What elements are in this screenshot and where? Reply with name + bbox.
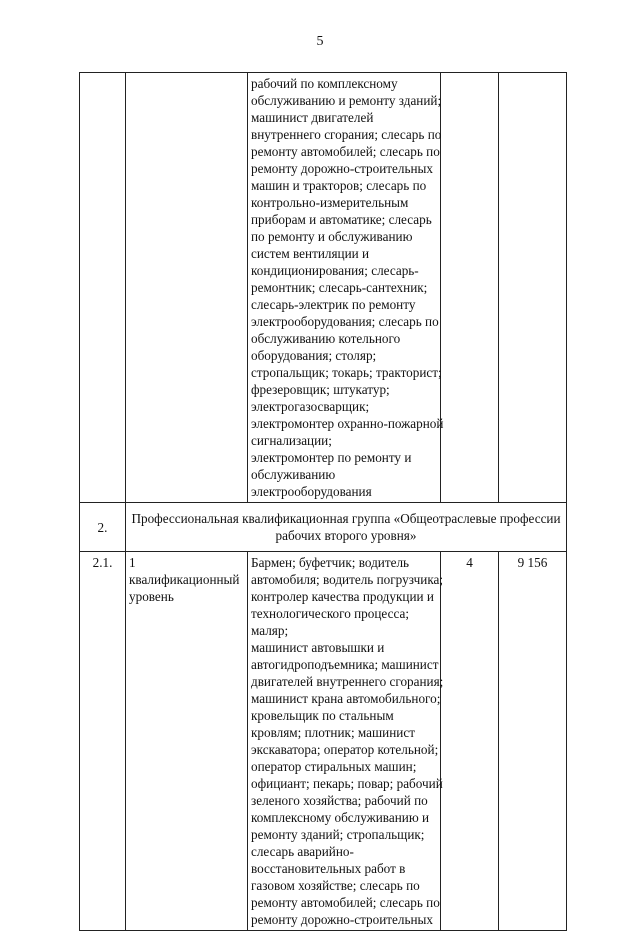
profession-line: ремонтник; слесарь-сантехник; <box>251 280 428 295</box>
number-cell <box>80 73 126 503</box>
profession-line: оборудования; столяр; <box>251 348 377 363</box>
level-name: 1 квалификационный уровень <box>126 552 248 931</box>
profession-line: рабочий по комплексному <box>251 76 398 91</box>
profession-line: зеленого хозяйства; рабочий по <box>251 793 428 808</box>
level-cell <box>126 73 248 503</box>
profession-line: электрооборудования; слесарь по <box>251 314 439 329</box>
professions-cell <box>248 73 444 503</box>
profession-line: автогидроподъемника; машинист <box>251 657 439 672</box>
profession-line: фрезеровщик; штукатур; <box>251 382 390 397</box>
grade-value: 4 <box>441 552 499 931</box>
profession-line: машинист автовышки и <box>251 640 385 655</box>
profession-line: официант; пекарь; повар; рабочий <box>251 776 443 791</box>
professions-list <box>251 75 444 500</box>
profession-line: ремонту автомобилей; слесарь по <box>251 895 440 910</box>
profession-line: слесарь-электрик по ремонту <box>251 297 416 312</box>
salary-cell <box>499 73 567 503</box>
profession-line: комплексному обслуживанию и <box>251 810 430 825</box>
profession-line: электромонтер по ремонту и <box>251 450 412 465</box>
profession-line: Бармен; буфетчик; водитель <box>251 555 410 570</box>
profession-line: кровельщик по стальным <box>251 708 394 723</box>
grade-cell <box>441 73 499 503</box>
professions-cell <box>248 552 444 931</box>
profession-line: слесарь аварийно- <box>251 844 354 859</box>
professions-list <box>251 554 444 928</box>
profession-line: кондиционирования; слесарь- <box>251 263 419 278</box>
profession-line: восстановительных работ в <box>251 861 406 876</box>
profession-line: машинист крана автомобильного; <box>251 691 441 706</box>
profession-line: электрооборудования <box>251 484 372 499</box>
profession-line: ремонту зданий; стропальщик; <box>251 827 425 842</box>
profession-line: по ремонту и обслуживанию <box>251 229 413 244</box>
profession-line: обслуживанию <box>251 467 336 482</box>
profession-line: машин и тракторов; слесарь по <box>251 178 427 193</box>
profession-line: ремонту дорожно-строительных <box>251 912 433 927</box>
profession-line: обслуживанию котельного <box>251 331 401 346</box>
qualification-table <box>79 72 567 931</box>
profession-line: сигнализации; <box>251 433 332 448</box>
profession-line: контролер качества продукции и <box>251 589 434 604</box>
profession-line: обслуживанию и ремонту зданий; <box>251 93 442 108</box>
profession-line: ремонту автомобилей; слесарь по <box>251 144 440 159</box>
profession-line: газовом хозяйстве; слесарь по <box>251 878 420 893</box>
profession-line: стропальщик; токарь; тракторист; <box>251 365 442 380</box>
profession-line: электрогазосварщик; <box>251 399 370 414</box>
salary-value: 9 156 <box>499 552 567 931</box>
table-row <box>80 503 567 552</box>
group-number: 2. <box>80 503 126 552</box>
profession-line: машинист двигателей <box>251 110 374 125</box>
profession-line: оператор стиральных машин; <box>251 759 417 774</box>
profession-line: двигателей внутреннего сгорания; <box>251 674 444 689</box>
profession-line: приборам и автоматике; слесарь <box>251 212 432 227</box>
level-number: 2.1. <box>80 552 126 931</box>
profession-line: экскаватора; оператор котельной; <box>251 742 439 757</box>
table-row <box>80 73 567 503</box>
profession-line: кровлям; плотник; машинист <box>251 725 415 740</box>
profession-line: внутреннего сгорания; слесарь по <box>251 127 442 142</box>
page-number: 5 <box>316 34 324 49</box>
profession-line: автомобиля; водитель погрузчика; <box>251 572 444 587</box>
profession-line: ремонту дорожно-строительных <box>251 161 433 176</box>
profession-line: технологического процесса; <box>251 606 409 621</box>
table-row <box>80 552 567 931</box>
profession-line: электромонтер охранно-пожарной <box>251 416 444 431</box>
profession-line: систем вентиляции и <box>251 246 370 261</box>
group-title: Профессиональная квалификационная группа «Общеотраслевые профессии рабочих второго уровня» <box>126 503 567 552</box>
profession-line: маляр; <box>251 623 289 638</box>
profession-line: контрольно-измерительным <box>251 195 409 210</box>
